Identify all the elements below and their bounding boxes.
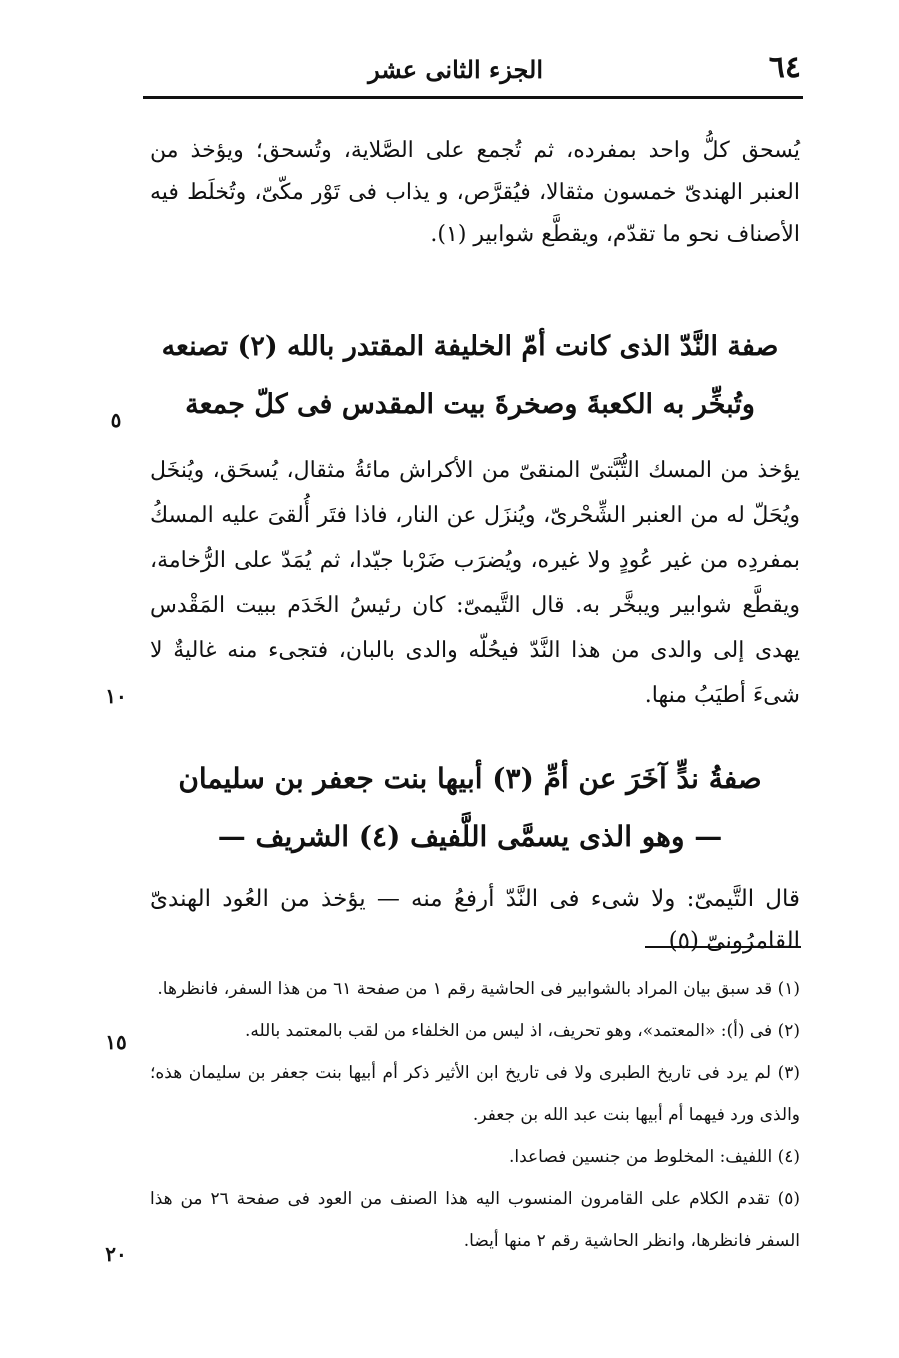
footnote-3: (٣) لم يرد فى تاريخ الطبرى ولا فى تاريخ ابن الأثير ذكر أم أبيها بنت جعفر بن سليمان هذه؛ والذى ورد فيهما أم أبيها بنت عبد الله بن جعفر. [150,1063,800,1125]
line-number-15: ١٥ [105,1030,127,1054]
footnotes [150,968,800,1262]
header-rule [143,96,803,99]
section-heading-2-line-1: صفةُ ندٍّ آخَرَ عن أمِّ (٣) أبيها بنت جعفر بن سليمان [178,762,762,795]
line-number-10: ١٠ [105,684,127,708]
footnote-4: (٤) اللفيف: المخلوط من جنسين فصاعدا. [508,1147,800,1167]
section-heading-2-line-2: — وهو الذى يسمَّى اللَّفيف (٤) الشريف — [217,820,723,853]
page-header [143,48,803,90]
page-number: ٦٤ [768,50,801,85]
paragraph-3: قال التَّيمىّ: ولا شىء فى النَّدّ أرفعُ منه — يؤخذ من العُود الهندىّ القامرُونىّ (٥) [150,886,800,954]
paragraph-1: يُسحق كلُّ واحد بمفرده، ثم تُجمع على الصَّلاية، وتُسحق؛ ويؤخذ من العنبر الهندىّ خمسون مثقالا، فيُقرَّص، و يذاب فى تَوْر مكّىّ، وتُخلَط فيه الأصناف نحو ما تقدّم، ويقطَّع شوابير (١). [150,138,800,247]
line-number-20: ٢٠ [105,1242,127,1266]
section-heading-2 [140,750,800,866]
section-heading-1: صفة النَّدّ الذى كانت أمّ الخليفة المقتدر بالله (٢) تصنعه وتُبخِّر به الكعبةَ وصخرةَ بيت المقدس فى كلّ جمعة [161,331,779,420]
line-number-5: ٥ [110,408,122,432]
paragraph-2: يؤخذ من المسك التُّبَّتىّ المنقىّ من الأكراش مائةُ مثقال، يُسحَق، ويُنخَل ويُحَلّ له من العنبر الشِّحْرىّ، ويُنزَل عن النار، فاذا فتَر أُلقىَ عليه المسكُ بمفردِه من غير عُودٍ ولا غيره، ويُضرَب ضَرْبا جيّدا، ثم يُمَدّ على الرُّخامة، ويقطَّع شوابير ويبخَّر به. قال التَّيمىّ: كان رئيسُ الخَدَم ببيت المَقْدس يهدى إلى والدى من هذا النَّدّ فيحُلّه والدى بالبان، فتجىء منه غاليةٌ لا شىءَ أطيَبُ منها. [150,458,800,708]
footnote-5: (٥) تقدم الكلام على القامرون المنسوب اليه هذا الصنف من العود فى صفحة ٢٦ من هذا السفر فانظرها، وانظر الحاشية رقم ٢ منها أيضا. [150,1189,801,1251]
running-title: الجزء الثانى عشر [368,55,543,84]
footnote-1: (١) قد سبق بيان المراد بالشوابير فى الحاشية رقم ١ من صفحة ٦١ من هذا السفر، فانظرها. [157,979,800,999]
footnote-rule [645,946,801,948]
footnote-2: (٢) فى (أ): «المعتمد»، وهو تحريف، اذ ليس من الخلفاء من لقب بالمعتمد بالله. [245,1021,800,1041]
